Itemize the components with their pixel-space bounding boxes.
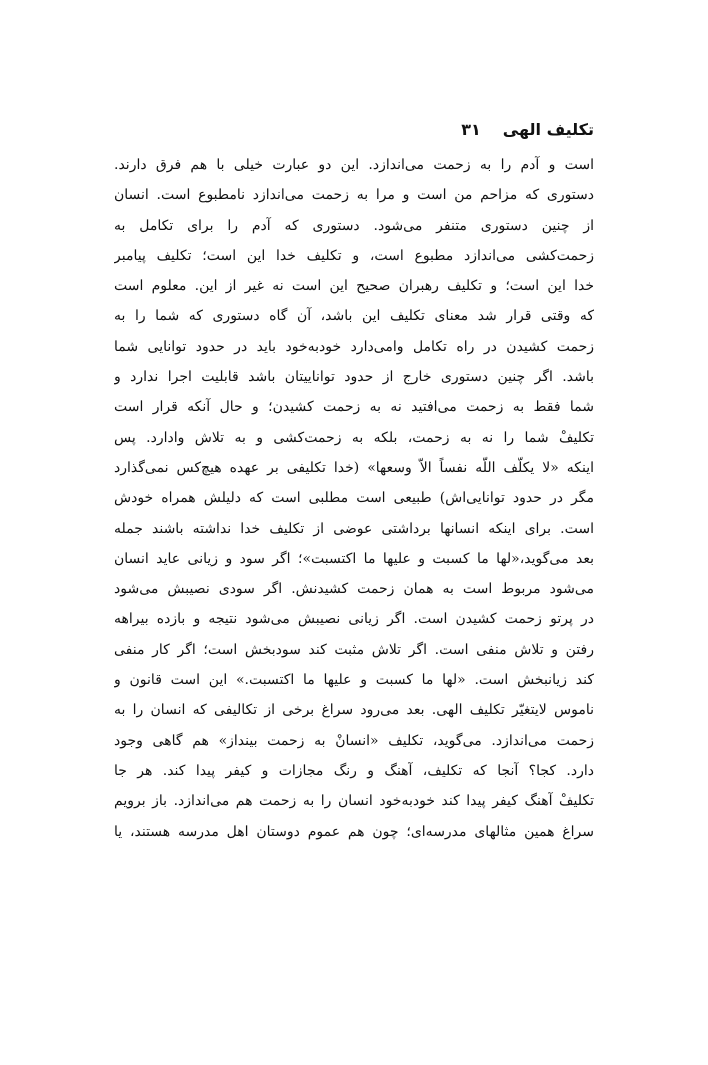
text-line: اینکه «لا یکلّف اللّه نفساً الاّ وسعها» (خدا تکلیفی بر عهده هیچ‌کس نمی‌گذارد — [114, 459, 594, 476]
text-line: سراغ همین مثالهای مدرسه‌ای؛ چون هم عموم دوستان اهل مدرسه هستند، یا — [114, 823, 594, 840]
text-line: دارد. کجا؟ آنجا که تکلیف، آهنگ و رنگ مجازات و کیفر پیدا کند. هر جا — [114, 762, 594, 779]
text-line: زحمت می‌اندازد. می‌گوید، تکلیف «انسانْ به زحمت بینداز» هم گاهی وجود — [114, 732, 594, 749]
text-line: دستوری که مزاحم من است و مرا به زحمت می‌اندازد نامطبوع است. انسان — [114, 187, 594, 204]
text-line: تکلیفْ شما را نه به زحمت، بلکه به زحمت‌کشی و به تلاش وادارد. پس — [114, 429, 594, 446]
body-text — [114, 150, 594, 847]
text-line: است و آدم را به زحمت می‌اندازد. این دو عبارت خیلی با هم فرق دارند. — [114, 157, 594, 173]
text-line: رفتن و تلاش منفی است. اگر تلاش مثبت کند سودبخش است؛ اگر کار منفی — [114, 641, 594, 658]
text-line: شما فقط به زحمت می‌افتید نه به زحمت کشیدن؛ و حال آنکه قرار است — [114, 399, 594, 416]
page-number: ۳۱ — [461, 120, 481, 139]
running-header — [461, 120, 594, 139]
text-line: زحمت کشیدن در راه تکامل وامی‌دارد خودبه‌خود باید در حدود توانایی شما — [114, 338, 594, 355]
text-line: می‌شود مربوط است به همان زحمت کشیدنش. اگر سودی نصیبش می‌شود — [114, 581, 594, 598]
text-line: زحمت‌کشی می‌اندازد مطبوع است، و تکلیف خدا این است؛ تکلیف پیامبر — [114, 247, 594, 264]
text-line: ناموس لایتغیّر تکلیف الهی. بعد می‌رود سراغ برخی از تکالیفی که انسان را به — [114, 702, 594, 719]
text-line: در پرتو زحمت کشیدن است. اگر زیانی نصیبش می‌شود نتیجه و بازده بیراهه — [114, 611, 594, 628]
text-line: خدا این است؛ و تکلیف رهبران صحیح این است نه غیر از این. معلوم است — [114, 278, 594, 295]
text-line: است. برای اینکه انسانها برداشتی عوضی از تکلیف خدا نداشته باشند جمله — [114, 520, 594, 537]
text-line: که وقتی قرار شد معنای تکلیف این باشد، آن گاه دستوری که شما را به — [114, 308, 594, 325]
text-line: بعد می‌گوید،«لها ما کسبت و علیها ما اکتسبت»؛ اگر سود و زیانی عاید انسان — [114, 550, 594, 567]
text-line: تکلیفْ آهنگ کیفر پیدا کند خودبه‌خود انسان را به زحمت هم می‌اندازد. باز برویم — [114, 793, 594, 810]
text-line: از چنین دستوری متنفر می‌شود. دستوری که آدم را برای تکامل به — [114, 217, 594, 234]
text-line: کند زیانبخش است. «لها ما کسبت و علیها ما اکتسبت.» این است قانون و — [114, 672, 594, 689]
text-line: باشد. اگر چنین دستوری خارج از حدود تواناییتان باشد قابلیت اجرا ندارد و — [114, 369, 594, 386]
text-line: مگر در حدود توانایی‌اش) طبیعی است مطلبی است که دلیلش همراه خودش — [114, 490, 594, 507]
running-title: تکلیف الهی — [502, 120, 594, 139]
